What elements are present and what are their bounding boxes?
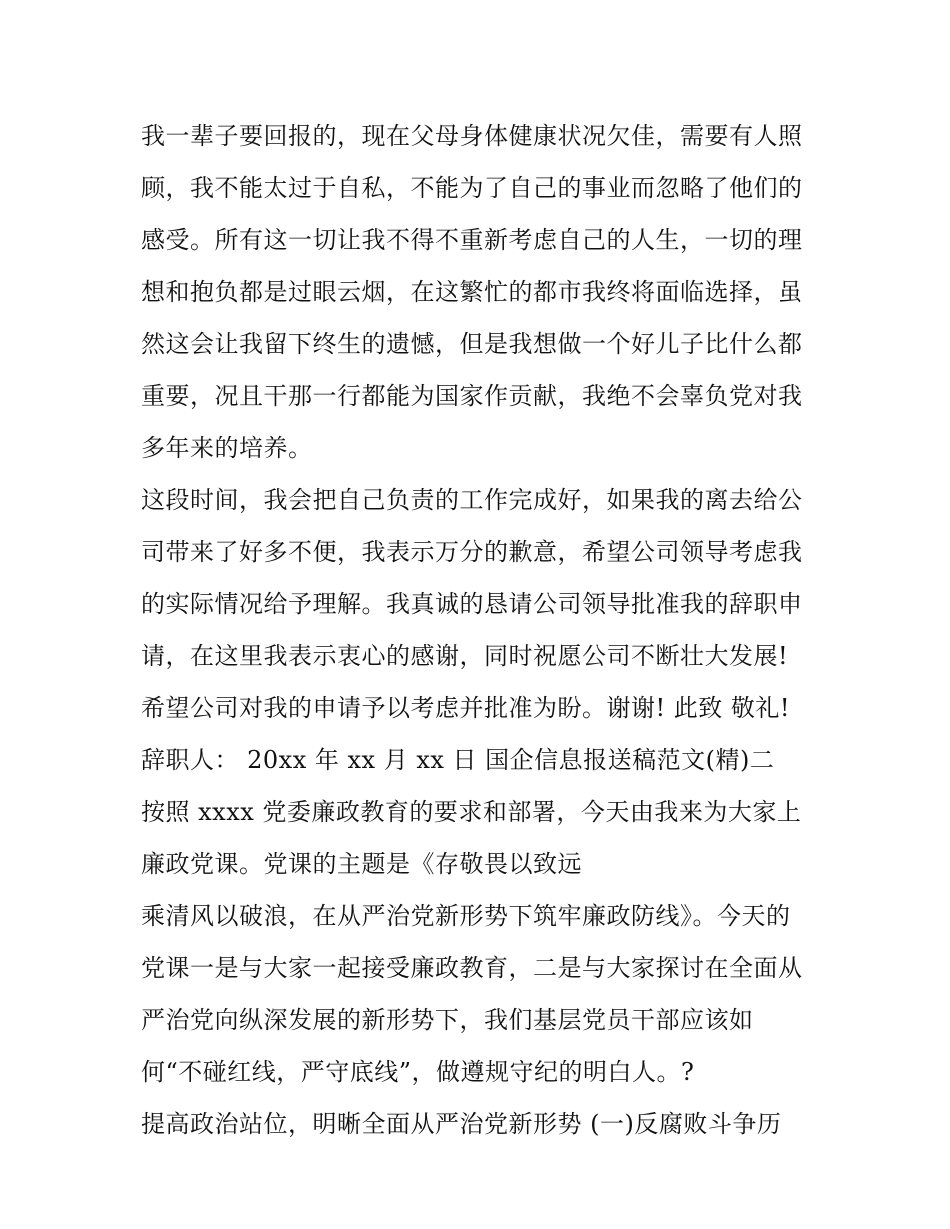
- text-line: 这段时间，我会把自己负责的工作完成好，如果我的离去给公: [141, 486, 803, 514]
- text-line: 提高政治站位，明晰全面从严治党新形势 (一)反腐败斗争历: [141, 1110, 782, 1138]
- text-line: 的实际情况给予理解。我真诚的恳请公司领导批准我的辞职申: [141, 590, 803, 618]
- text-line: 多年来的培养。: [141, 434, 313, 462]
- text-line: 严治党向纵深发展的新形势下，我们基层党员干部应该如: [141, 1006, 754, 1034]
- text-line: 想和抱负都是过眼云烟，在这繁忙的都市我终将面临选择，虽: [141, 278, 803, 306]
- text-line: 廉政党课。党课的主题是《存敬畏以致远: [141, 850, 582, 878]
- text-line: 重要，况且干那一行都能为国家作贡献，我绝不会辜负党对我: [141, 382, 803, 410]
- text-line: 党课一是与大家一起接受廉政教育，二是与大家探讨在全面从: [141, 954, 803, 982]
- text-line: 辞职人： 20xx 年 xx 月 xx 日 国企信息报送稿范文(精)二: [141, 746, 775, 774]
- text-line: 感受。所有这一切让我不得不重新考虑自己的人生，一切的理: [141, 226, 803, 254]
- text-line: 按照 xxxx 党委廉政教育的要求和部署，今天由我来为大家上: [141, 798, 802, 826]
- text-line: 司带来了好多不便，我表示万分的歉意，希望公司领导考虑我: [141, 538, 803, 566]
- text-line: 我一辈子要回报的，现在父母身体健康状况欠佳，需要有人照: [141, 122, 803, 150]
- document-body: [141, 110, 831, 1150]
- text-line: 乘清风以破浪，在从严治党新形势下筑牢廉政防线》。今天的: [141, 902, 791, 930]
- text-line: 请，在这里我表示衷心的感谢，同时祝愿公司不断壮大发展!: [141, 642, 789, 670]
- text-line: 顾，我不能太过于自私，不能为了自己的事业而忽略了他们的: [141, 174, 803, 202]
- text-line: 何“不碰红线，严守底线”，做遵规守纪的明白人。?: [141, 1058, 695, 1086]
- text-line: 然这会让我留下终生的遗憾，但是我想做一个好儿子比什么都: [141, 330, 803, 358]
- text-line: 希望公司对我的申请予以考虑并批准为盼。谢谢! 此致 敬礼!: [141, 694, 791, 722]
